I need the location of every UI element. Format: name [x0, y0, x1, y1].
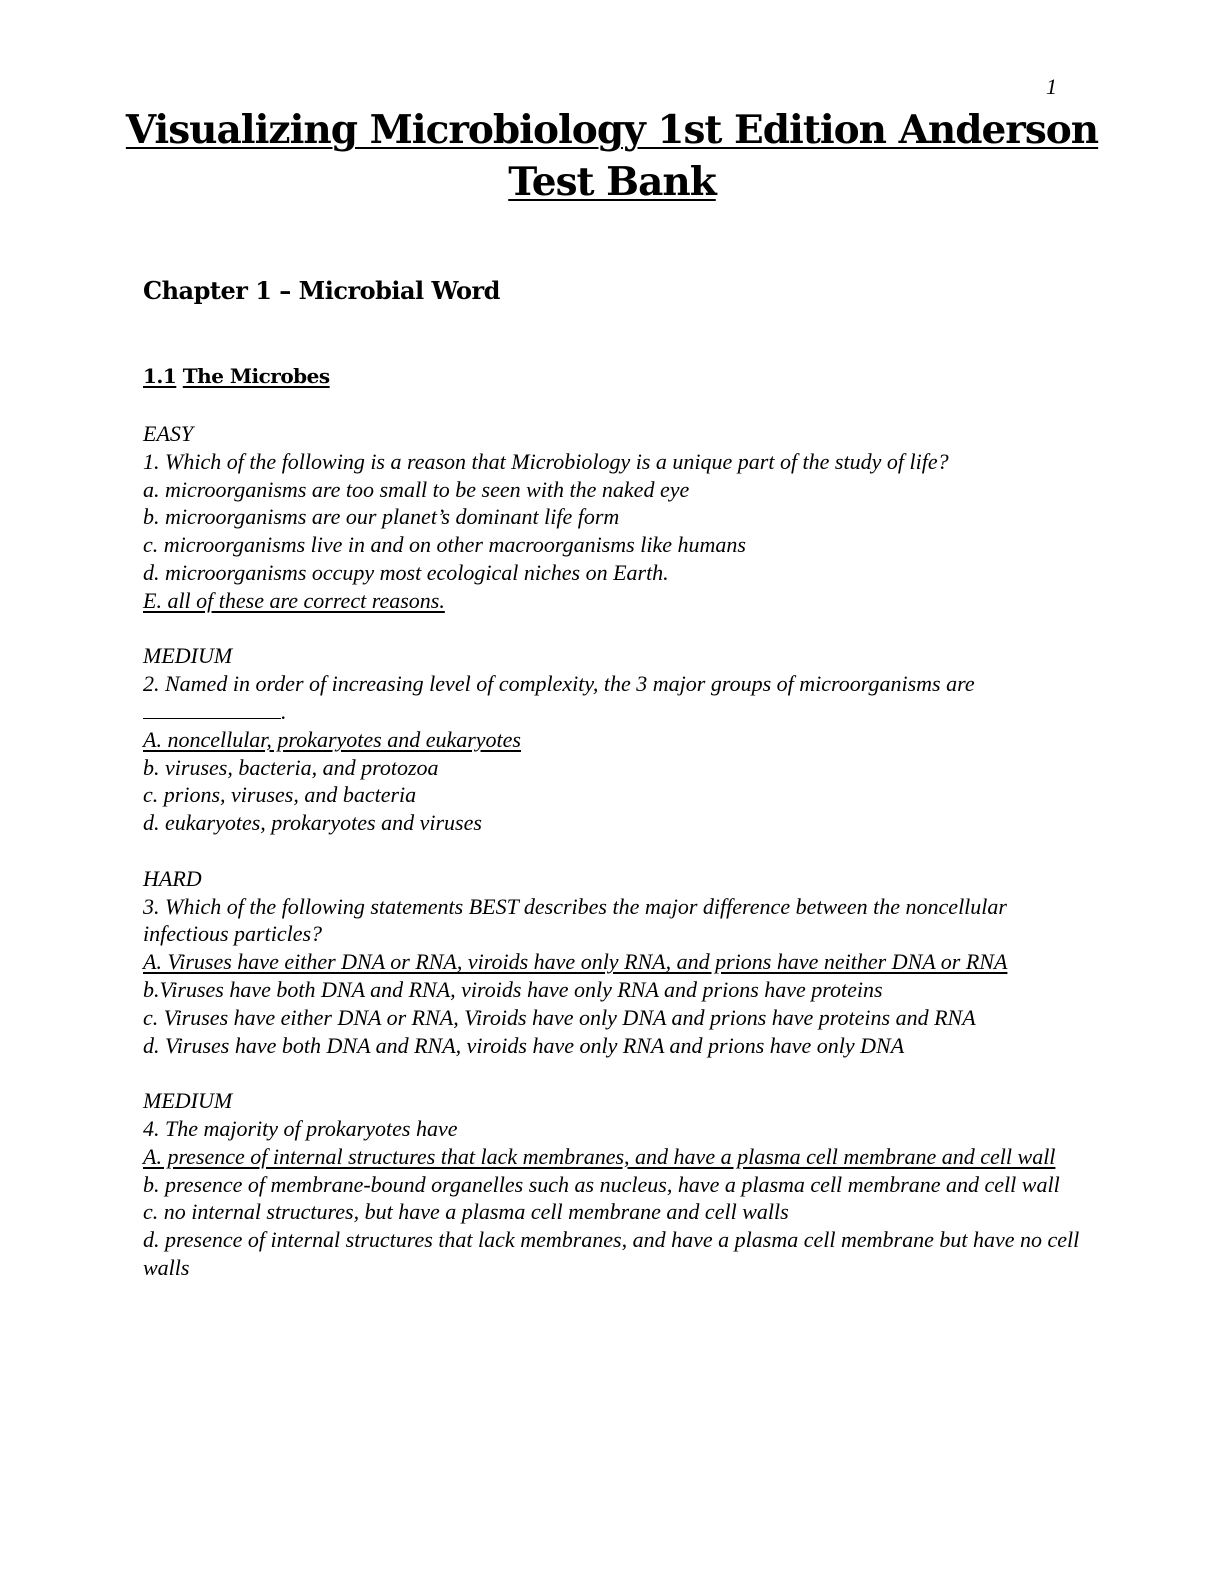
page-number: 1 [1046, 74, 1057, 99]
chapter-heading: Chapter 1 – Microbial Word [143, 276, 500, 305]
correct-answer-option: A. presence of internal structures that lack membranes, and have a plasma cell membrane and cell wall [143, 1143, 1056, 1169]
section-title: The Microbes [182, 364, 330, 388]
question-stem: 4. The majority of prokaryotes have [143, 1115, 458, 1141]
difficulty-label: EASY [143, 421, 194, 446]
difficulty-label: MEDIUM [143, 1088, 233, 1114]
question-1 [143, 420, 1083, 615]
title-line-1: Visualizing Microbiology 1st Edition Anderson [125, 107, 1099, 153]
answer-blank [143, 698, 1083, 726]
correct-answer-option: A. Viruses have either DNA or RNA, viroids have only RNA, and prions have neither DNA or RNA [143, 949, 1008, 975]
section-heading [143, 364, 330, 388]
answer-option: b.Viruses have both DNA and RNA, viroids have only RNA and prions have proteins [143, 976, 883, 1002]
question-stem: 2. Named in order of increasing level of complexity, the 3 major groups of microorganisms are [143, 671, 975, 697]
question-stem: 1. Which of the following is a reason that Microbiology is a unique part of the study of life? [143, 448, 949, 474]
answer-option: b. presence of membrane-bound organelles such as nucleus, have a plasma cell membrane and cell wall [143, 1171, 1060, 1197]
difficulty-label: MEDIUM [143, 643, 233, 669]
question-3 [143, 865, 1083, 1060]
answer-option: d. microorganisms occupy most ecological niches on Earth. [143, 559, 669, 585]
answer-option: b. viruses, bacteria, and protozoa [143, 754, 439, 780]
answer-option: d. eukaryotes, prokaryotes and viruses [143, 810, 482, 836]
correct-answer-option: A. noncellular, prokaryotes and eukaryotes [143, 726, 521, 752]
answer-option: b. microorganisms are our planet’s dominant life form [143, 504, 620, 530]
answer-option: c. prions, viruses, and bacteria [143, 782, 417, 808]
document-title [60, 104, 1164, 208]
answer-option: c. no internal structures, but have a plasma cell membrane and cell walls [143, 1199, 789, 1225]
correct-answer-option: E. all of these are correct reasons. [143, 587, 445, 613]
blank-suffix: . [281, 698, 287, 724]
question-2 [143, 642, 1083, 837]
blank-underline [143, 698, 281, 719]
difficulty-label: HARD [143, 865, 202, 891]
answer-option: c. microorganisms live in and on other macroorganisms like humans [143, 532, 746, 558]
answer-option: c. Viruses have either DNA or RNA, Viroids have only DNA and prions have proteins and RNA [143, 1004, 976, 1030]
question-list [143, 420, 1083, 1310]
answer-option: a. microorganisms are too small to be seen with the naked eye [143, 476, 690, 502]
answer-option: d. presence of internal structures that lack membranes, and have a plasma cell membrane but have no cell walls [143, 1227, 1080, 1280]
title-line-2: Test Bank [508, 159, 716, 205]
section-number: 1.1 [143, 364, 177, 388]
question-4 [143, 1087, 1083, 1282]
answer-option: d. Viruses have both DNA and RNA, viroids have only RNA and prions have only DNA [143, 1032, 905, 1058]
question-stem: 3. Which of the following statements BEST describes the major difference between the noncellular infectious particles? [143, 893, 1007, 947]
